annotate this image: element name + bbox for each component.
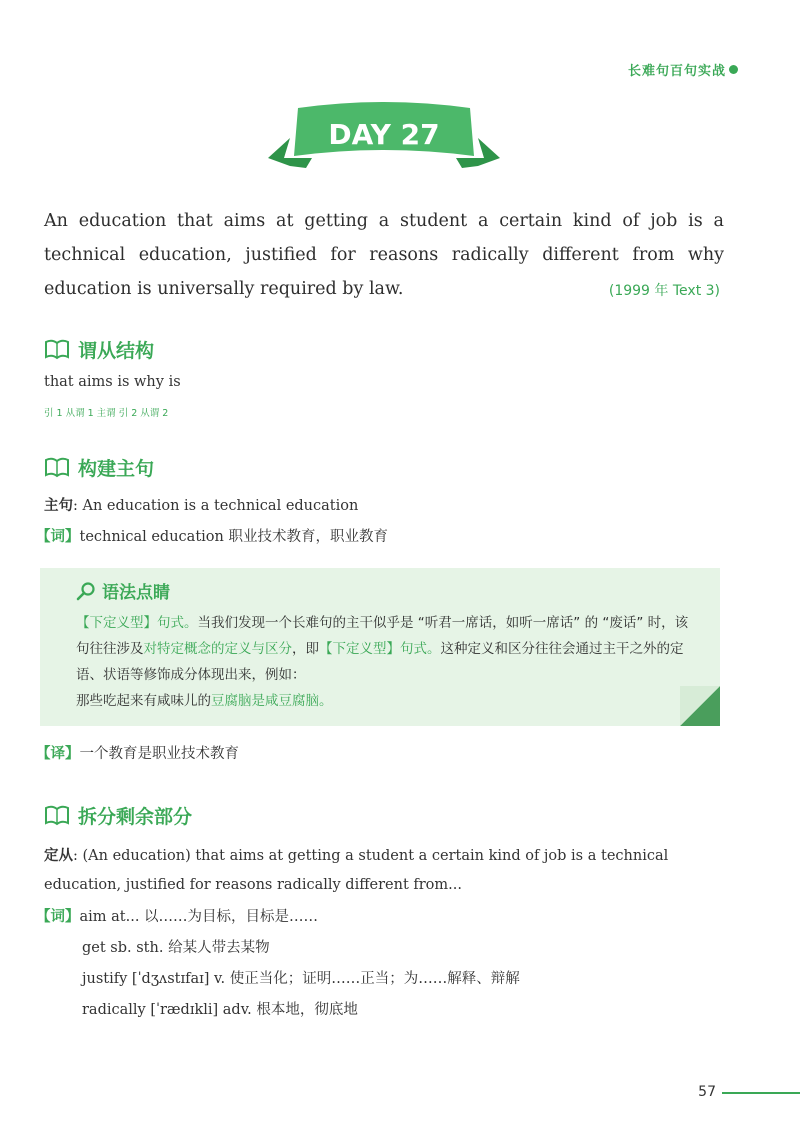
day-banner (268, 100, 500, 168)
attributive-clause (44, 842, 734, 900)
translation-line (36, 742, 239, 763)
banner-label: DAY 27 (328, 118, 440, 151)
vocab-item: justify [ˈdʒʌstɪfaɪ] v. 使正当化；证明……正当；为……解释、辩解 (82, 971, 520, 987)
section-3-title: 拆分剩余部分 (78, 805, 193, 828)
book-icon (44, 804, 70, 826)
grammar-heading (76, 578, 170, 603)
book-icon (44, 338, 70, 360)
header-dot (729, 65, 738, 74)
structure-annotation: 引 1 从谓 1 主谓 引 2 从谓 2 (44, 408, 169, 419)
translation-text: 一个教育是职业技术教育 (79, 746, 239, 762)
grammar-title: 语法点睛 (102, 583, 170, 603)
section-1-title: 谓从结构 (78, 339, 155, 362)
main-clause-text: : An education is a technical education (73, 498, 359, 514)
vocab-line-1 (36, 905, 318, 926)
main-clause-label: 主句 (44, 498, 73, 514)
grammar-paragraph-1: 【下定义型】句式。当我们发现一个长难句的主干似乎是 “听君一席话，如听一席话” 的 “废话” 时，该句往往涉及对特定概念的定义与区分，即【下定义型】句式。这种定义和区分往往会通过主干之外的定语、状语等修饰成分体现出来，例如： (76, 615, 689, 683)
magnifier-icon (76, 581, 96, 601)
clause-text: : (An education) that aims at getting a student a certain kind of job is a technical education, justified for reasons radically different from... (44, 848, 669, 893)
vocab-item: aim at... 以……为目标，目标是…… (79, 909, 319, 925)
passage-source: (1999 年 Text 3) (608, 283, 720, 299)
clause-label: 定从 (44, 848, 73, 864)
book-icon (44, 456, 70, 478)
grammar-paragraph-2: 那些吃起来有咸味儿的豆腐脑是咸豆腐脑。 (76, 693, 333, 709)
section-3-heading (44, 802, 192, 828)
vocab-item: get sb. sth. 给某人带去某物 (82, 940, 270, 956)
vocab-text: technical education 职业技术教育，职业教育 (79, 529, 388, 545)
passage-text: An education that aims at getting a student a certain kind of job is a technical education, justified for reasons radically different from why education is universally required by law. (44, 211, 724, 299)
main-clause-line (44, 494, 358, 515)
word-tag: 【词】 (36, 529, 80, 545)
translation-tag: 【译】 (36, 746, 80, 762)
page-number: 57 (698, 1084, 716, 1100)
running-header: 长难句百句实战 (627, 64, 726, 79)
structure-line: that aims is why is (44, 374, 181, 390)
section-2-title: 构建主句 (78, 457, 155, 480)
grammar-body (76, 610, 696, 714)
section-2-heading (44, 454, 154, 480)
vocab-item: radically [ˈrædɪkli] adv. 根本地，彻底地 (82, 1002, 358, 1018)
word-tag: 【词】 (36, 909, 80, 925)
section-1-heading (44, 336, 154, 362)
page-rule (722, 1092, 800, 1094)
vocab-line-main (36, 525, 388, 546)
